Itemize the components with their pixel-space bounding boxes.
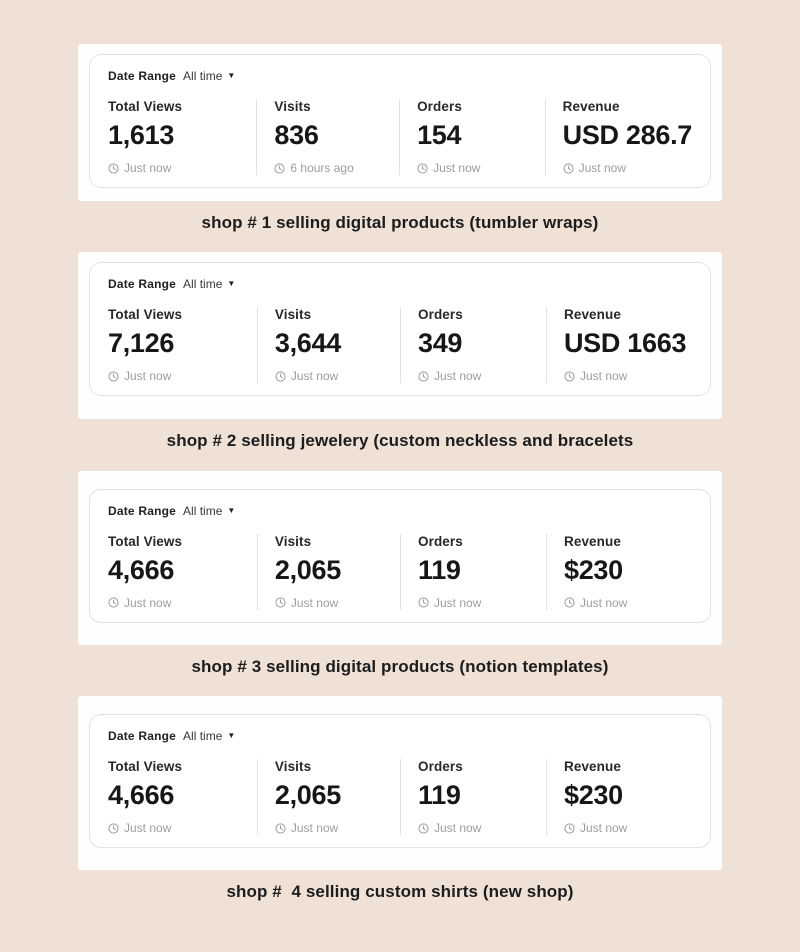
stat-label: Visits	[274, 99, 311, 114]
stat-label: Revenue	[562, 99, 620, 114]
stat-visits	[256, 99, 399, 175]
stat-total-views	[108, 759, 257, 835]
stat-value: 2,065	[274, 780, 341, 811]
date-range-row	[108, 504, 692, 518]
date-range-value: All time	[183, 277, 223, 292]
stat-updated	[108, 369, 257, 383]
stat-value: USD 1663	[563, 328, 687, 359]
shop-3-section	[0, 471, 800, 677]
clock-icon	[564, 371, 575, 382]
stat-updated-text: Just now	[433, 161, 481, 176]
stat-updated-text: Just now	[290, 369, 339, 384]
stat-label: Orders	[417, 307, 463, 323]
clock-icon	[108, 163, 119, 174]
stat-label: Revenue	[563, 533, 621, 549]
date-range-row	[108, 277, 692, 291]
shop-2-section	[0, 252, 800, 451]
stat-visits	[257, 759, 400, 835]
stat-updated-text: Just now	[433, 821, 482, 836]
clock-icon	[108, 371, 119, 382]
stat-label: Total Views	[108, 99, 183, 114]
stat-total-views	[108, 534, 257, 610]
stats-row	[108, 759, 692, 835]
stat-orders	[400, 759, 546, 835]
shop-4-caption: shop # 4 selling custom shirts (new shop)	[226, 882, 574, 902]
shop-sections	[0, 44, 800, 903]
stat-updated	[275, 596, 400, 610]
stats-band	[78, 696, 722, 870]
date-range-row	[108, 729, 692, 743]
stat-updated	[108, 161, 256, 175]
stat-value: 4,666	[108, 780, 175, 811]
clock-icon	[418, 371, 429, 382]
shop-1-caption: shop # 1 selling digital products (tumbler wraps)	[201, 213, 599, 233]
caret-down-icon: ▼	[227, 71, 236, 80]
shop-2-caption: shop # 2 selling jewelery (custom neckless and bracelets	[166, 431, 634, 451]
clock-icon	[108, 823, 119, 834]
stat-updated-text: Just now	[433, 369, 482, 384]
stat-label: Revenue	[563, 307, 621, 323]
clock-icon	[275, 371, 286, 382]
analytics-card	[89, 714, 711, 848]
stat-updated	[108, 821, 257, 835]
stat-value: 3,644	[274, 328, 341, 359]
stat-updated-text: Just now	[579, 369, 628, 384]
stat-updated-text: Just now	[124, 161, 172, 176]
stat-value: 119	[417, 554, 461, 585]
shop-3-caption: shop # 3 selling digital products (notion templates)	[191, 656, 609, 676]
stat-label: Total Views	[108, 759, 183, 775]
stat-label: Orders	[417, 759, 463, 775]
stats-row	[108, 99, 692, 175]
stats-row	[108, 534, 692, 610]
analytics-card	[89, 262, 711, 396]
clock-icon	[417, 163, 428, 174]
stat-updated-text: Just now	[578, 161, 626, 176]
stat-updated	[108, 596, 257, 610]
stat-updated-text: 6 hours ago	[290, 161, 354, 176]
stat-updated-text: Just now	[124, 595, 172, 610]
stat-visits	[257, 307, 400, 383]
stat-value: 836	[274, 120, 319, 150]
shop-4-section	[0, 696, 800, 902]
clock-icon	[564, 823, 575, 834]
clock-icon	[108, 597, 119, 608]
stat-label: Total Views	[108, 533, 183, 549]
stat-updated-text: Just now	[290, 821, 339, 836]
stat-value: USD 286.7	[562, 120, 692, 150]
date-range-dropdown[interactable]	[183, 277, 235, 291]
clock-icon	[564, 597, 575, 608]
stat-orders	[400, 534, 546, 610]
stat-label: Orders	[417, 99, 462, 114]
stat-label: Visits	[274, 307, 312, 323]
stat-updated	[418, 369, 546, 383]
stat-label: Orders	[417, 533, 463, 549]
clock-icon	[563, 163, 574, 174]
stat-value: 2,065	[274, 554, 341, 585]
date-range-label: Date Range	[108, 277, 177, 292]
stat-orders	[400, 307, 546, 383]
clock-icon	[275, 597, 286, 608]
caret-down-icon: ▼	[227, 279, 236, 289]
date-range-label: Date Range	[108, 729, 177, 744]
stat-updated	[564, 821, 692, 835]
stat-updated-text: Just now	[290, 595, 339, 610]
stat-updated	[564, 596, 692, 610]
date-range-dropdown[interactable]	[183, 729, 235, 743]
stat-updated	[418, 821, 546, 835]
stat-updated-text: Just now	[433, 595, 482, 610]
stat-updated	[418, 596, 546, 610]
stat-visits	[257, 534, 400, 610]
caret-down-icon: ▼	[227, 505, 236, 515]
stat-revenue	[546, 759, 692, 835]
stat-total-views	[108, 99, 256, 175]
stat-updated-text: Just now	[124, 369, 172, 384]
stat-label: Visits	[274, 759, 312, 775]
stat-value: $230	[563, 780, 623, 811]
stats-band	[78, 44, 722, 201]
stat-total-views	[108, 307, 257, 383]
shop-1-section	[0, 44, 800, 233]
stat-updated-text: Just now	[579, 821, 628, 836]
stats-band	[78, 471, 722, 645]
analytics-card	[89, 54, 711, 188]
date-range-dropdown[interactable]	[183, 69, 235, 83]
stat-updated	[274, 161, 399, 175]
stat-value: 1,613	[108, 120, 175, 150]
stat-updated-text: Just now	[124, 821, 172, 836]
clock-icon	[418, 597, 429, 608]
date-range-value: All time	[183, 69, 223, 83]
stat-label: Total Views	[108, 307, 183, 323]
stat-revenue	[545, 99, 692, 175]
stat-updated-text: Just now	[579, 595, 628, 610]
stat-label: Revenue	[563, 759, 621, 775]
stat-label: Visits	[274, 533, 312, 549]
stat-value: 349	[417, 328, 463, 359]
stat-value: 154	[417, 120, 462, 150]
stat-revenue	[546, 534, 692, 610]
stat-value: 119	[417, 780, 461, 811]
date-range-label: Date Range	[108, 503, 177, 518]
clock-icon	[418, 823, 429, 834]
stat-updated	[275, 369, 400, 383]
stat-value: $230	[563, 554, 623, 585]
date-range-value: All time	[183, 503, 223, 518]
clock-icon	[275, 823, 286, 834]
date-range-label: Date Range	[108, 69, 177, 83]
stat-updated	[564, 369, 692, 383]
date-range-row	[108, 69, 692, 83]
stats-row	[108, 307, 692, 383]
stat-value: 4,666	[108, 554, 175, 585]
stat-orders	[399, 99, 545, 175]
stat-revenue	[546, 307, 692, 383]
stat-updated	[275, 821, 400, 835]
date-range-value: All time	[183, 729, 223, 744]
stats-band	[78, 252, 722, 419]
stat-updated	[563, 161, 692, 175]
date-range-dropdown[interactable]	[183, 504, 235, 518]
clock-icon	[274, 163, 285, 174]
analytics-card	[89, 489, 711, 623]
stat-value: 7,126	[108, 328, 175, 359]
stat-updated	[417, 161, 545, 175]
caret-down-icon: ▼	[227, 731, 236, 741]
